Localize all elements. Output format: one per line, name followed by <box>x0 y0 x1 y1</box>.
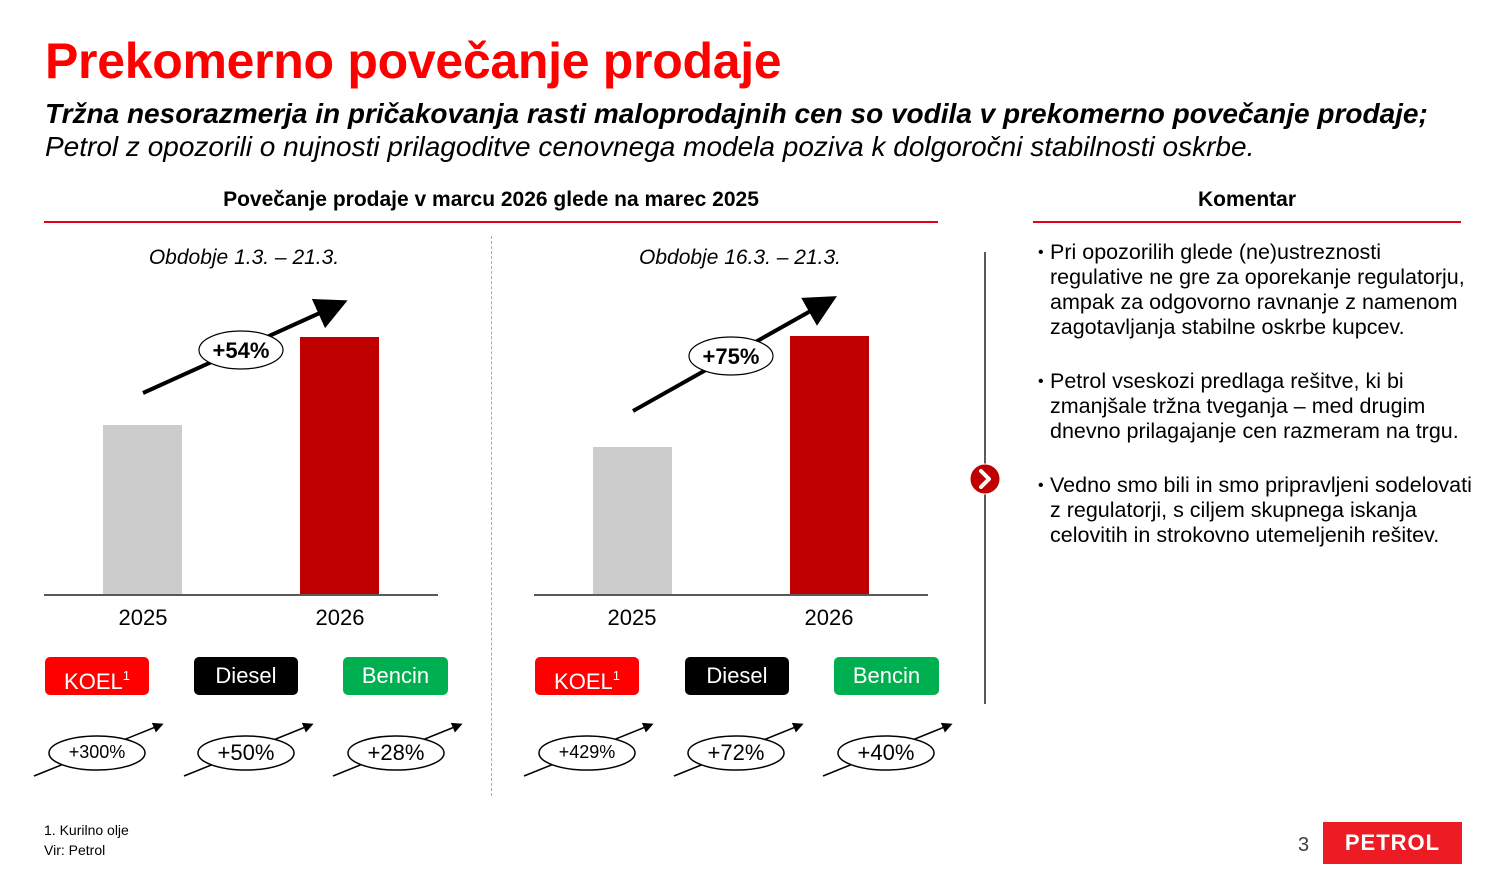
source-note: Vir: Petrol <box>44 842 106 858</box>
product-badge-diesel <box>194 657 298 695</box>
bar-2025 <box>593 447 672 595</box>
panel-divider <box>491 236 492 796</box>
right-section-divider <box>1033 221 1461 223</box>
subtitle-bold: Tržna nesorazmerja in pričakovanja rasti maloprodajnih cen so vodila v prekomerno povečanje prodaje; <box>45 98 1428 129</box>
change-diesel: +50% <box>217 740 275 765</box>
footnote-marker: 1 <box>612 668 620 683</box>
product-badge-koel <box>45 657 149 695</box>
total-change-label: +75% <box>702 344 760 369</box>
product-name: KOEL <box>64 669 123 694</box>
total-change-label: +54% <box>212 338 270 363</box>
x-tick-label: 2025 <box>607 605 657 630</box>
product-name: KOEL <box>554 669 613 694</box>
product-badge-diesel <box>685 657 789 695</box>
right-section-title: Komentar <box>1197 188 1297 211</box>
left-section-title: Povečanje prodaje v marcu 2026 glede na marec 2025 <box>223 188 759 211</box>
x-tick-label: 2025 <box>118 605 168 630</box>
subtitle-regular: Petrol z opozorili o nujnosti prilagoditve cenovnega modela poziva k dolgoročni stabilnosti oskrbe. <box>45 131 1255 162</box>
page-number: 3 <box>1298 834 1310 856</box>
slide-title: Prekomerno povečanje prodaje <box>45 33 782 89</box>
x-axis <box>534 594 928 596</box>
product-badge-bencin <box>343 657 448 695</box>
comment-list <box>1038 240 1478 577</box>
x-tick-label: 2026 <box>804 605 854 630</box>
footnote-1: 1. Kurilno olje <box>44 822 129 838</box>
petrol-logo: PETROL <box>1323 822 1462 864</box>
change-diesel: +72% <box>707 740 765 765</box>
change-koel: +429% <box>558 742 616 762</box>
product-badge-koel <box>535 657 639 695</box>
product-name: Bencin <box>361 663 430 688</box>
footnotes <box>44 820 129 860</box>
product-name: Bencin <box>852 663 921 688</box>
chevron-right-icon <box>969 463 1001 495</box>
x-tick-label: 2026 <box>315 605 365 630</box>
product-badge-bencin <box>834 657 939 695</box>
product-name: Diesel <box>706 663 768 688</box>
slide-subtitle <box>45 97 1475 163</box>
change-bencin: +40% <box>857 740 915 765</box>
period-label: Obdobje 1.3. – 21.3. <box>148 246 340 269</box>
change-koel: +300% <box>68 742 126 762</box>
left-section-divider <box>44 221 938 223</box>
comment-item: • Vedno smo bili in smo pripravljeni sodelovati z regulatorji, s ciljem skupnega iskanja celovitih in strokovno utemeljenih rešitev. <box>1038 473 1478 548</box>
comment-item: • Pri opozorilih glede (ne)ustreznosti regulative ne gre za oporekanje regulatorju, ampak za odgovorno ravnanje z namenom zagotavljanja stabilne oskrbe kupcev. <box>1038 240 1478 340</box>
x-axis <box>44 594 438 596</box>
footnote-marker: 1 <box>122 668 130 683</box>
comment-item: • Petrol vseskozi predlaga rešitve, ki bi zmanjšale tržna tveganja – med drugim dnevno prilagajanje cen razmeram na trgu. <box>1038 369 1478 444</box>
period-label: Obdobje 16.3. – 21.3. <box>639 246 841 269</box>
product-name: Diesel <box>215 663 277 688</box>
bar-2025 <box>103 425 182 595</box>
change-bencin: +28% <box>367 740 425 765</box>
